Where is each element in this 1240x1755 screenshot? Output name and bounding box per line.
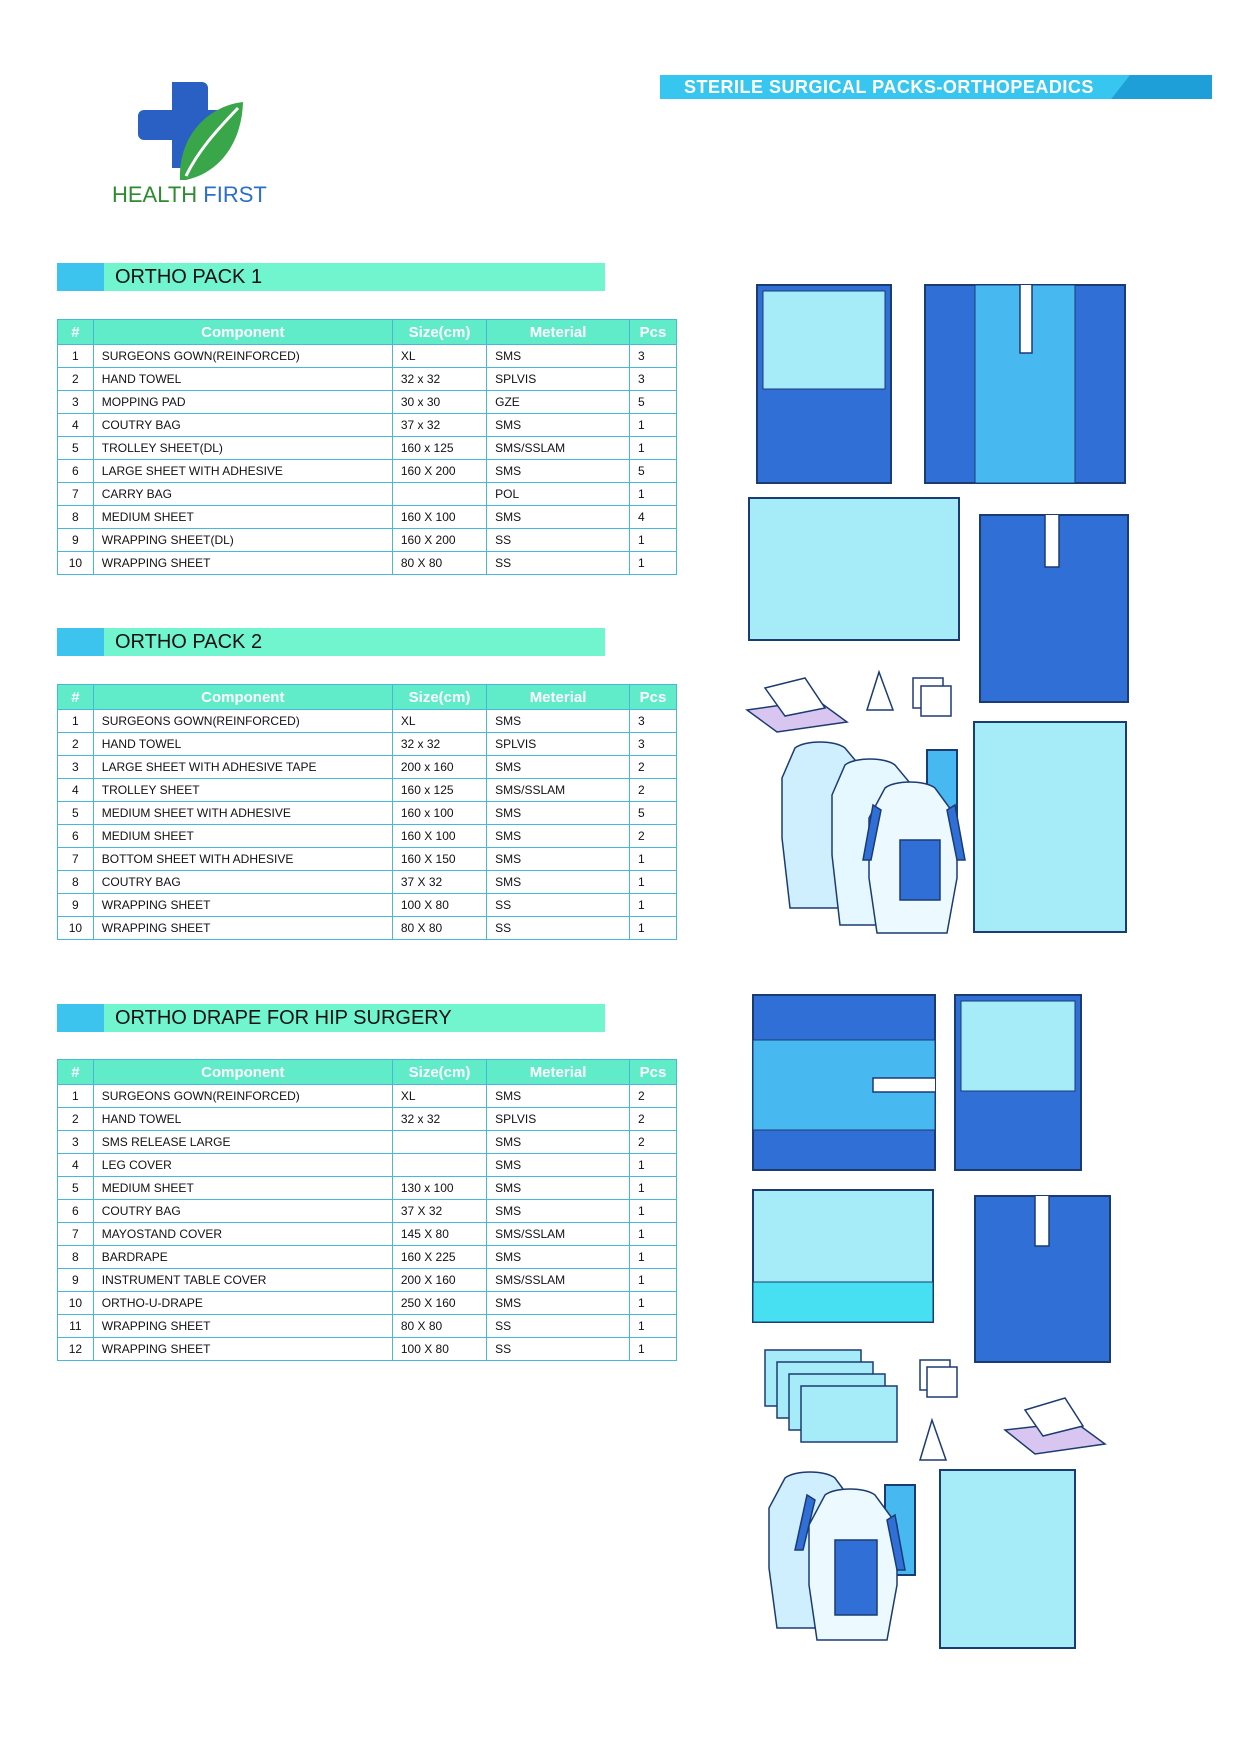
- table-row: 2 HAND TOWEL 32 x 32 SPLVIS 2: [58, 1108, 677, 1131]
- table-row: 3 LARGE SHEET WITH ADHESIVE TAPE 200 x 160 SMS 2: [58, 756, 677, 779]
- header-banner: [660, 75, 1212, 99]
- table-row: 6 COUTRY BAG 37 X 32 SMS 1: [58, 1200, 677, 1223]
- table-row: 3 SMS RELEASE LARGE SMS 2: [58, 1131, 677, 1154]
- table-row: 5 MEDIUM SHEET WITH ADHESIVE 160 x 100 SMS 5: [58, 802, 677, 825]
- table-row: 1 SURGEONS GOWN(REINFORCED) XL SMS 3: [58, 710, 677, 733]
- table-row: 7 BOTTOM SHEET WITH ADHESIVE 160 X 150 SMS 1: [58, 848, 677, 871]
- table-row: 9 WRAPPING SHEET 100 X 80 SS 1: [58, 894, 677, 917]
- table-row: 9 WRAPPING SHEET(DL) 160 X 200 SS 1: [58, 529, 677, 552]
- table-row: 10 WRAPPING SHEET 80 X 80 SS 1: [58, 552, 677, 575]
- table-row: 10 WRAPPING SHEET 80 X 80 SS 1: [58, 917, 677, 940]
- table-row: 6 LARGE SHEET WITH ADHESIVE 160 X 200 SMS 5: [58, 460, 677, 483]
- table-row: 4 COUTRY BAG 37 x 32 SMS 1: [58, 414, 677, 437]
- table-row: 7 MAYOSTAND COVER 145 X 80 SMS/SSLAM 1: [58, 1223, 677, 1246]
- section-title-bar: [57, 263, 605, 291]
- table-row: 3 MOPPING PAD 30 x 30 GZE 5: [58, 391, 677, 414]
- component-table: [57, 319, 677, 575]
- hip-drape-illustration: [735, 990, 1135, 1660]
- health-first-logo-icon: [138, 76, 253, 186]
- component-table: [57, 1059, 677, 1361]
- table-row: 10 ORTHO-U-DRAPE 250 X 160 SMS 1: [58, 1292, 677, 1315]
- table-row: 5 TROLLEY SHEET(DL) 160 x 125 SMS/SSLAM 1: [58, 437, 677, 460]
- table-row: 11 WRAPPING SHEET 80 X 80 SS 1: [58, 1315, 677, 1338]
- header-title: STERILE SURGICAL PACKS-ORTHOPEADICS: [684, 77, 1094, 97]
- table-row: 8 COUTRY BAG 37 X 32 SMS 1: [58, 871, 677, 894]
- table-row: 6 MEDIUM SHEET 160 X 100 SMS 2: [58, 825, 677, 848]
- section-title-bar: [57, 628, 605, 656]
- section-title-bar: [57, 1004, 605, 1032]
- logo-wordmark: HEALTH FIRST: [112, 182, 267, 207]
- component-table: [57, 684, 677, 940]
- section-title: ORTHO PACK 2: [115, 631, 263, 653]
- table-row: 4 LEG COVER SMS 1: [58, 1154, 677, 1177]
- table-row: 4 TROLLEY SHEET 160 x 125 SMS/SSLAM 2: [58, 779, 677, 802]
- table-row: 12 WRAPPING SHEET 100 X 80 SS 1: [58, 1338, 677, 1361]
- section-title: ORTHO PACK 1: [115, 266, 263, 288]
- table-row: 8 BARDRAPE 160 X 225 SMS 1: [58, 1246, 677, 1269]
- table-header-row: # Component Size(cm) Meterial Pcs: [58, 685, 677, 710]
- table-row: 1 SURGEONS GOWN(REINFORCED) XL SMS 2: [58, 1085, 677, 1108]
- table-row: 7 CARRY BAG POL 1: [58, 483, 677, 506]
- table-row: 5 MEDIUM SHEET 130 x 100 SMS 1: [58, 1177, 677, 1200]
- table-row: 1 SURGEONS GOWN(REINFORCED) XL SMS 3: [58, 345, 677, 368]
- table-header-row: # Component Size(cm) Meterial Pcs: [58, 1060, 677, 1085]
- table-row: 2 HAND TOWEL 32 x 32 SPLVIS 3: [58, 733, 677, 756]
- table-row: 2 HAND TOWEL 32 x 32 SPLVIS 3: [58, 368, 677, 391]
- table-header-row: # Component Size(cm) Meterial Pcs: [58, 320, 677, 345]
- ortho-pack-illustration: [735, 280, 1135, 940]
- section-title: ORTHO DRAPE FOR HIP SURGERY: [115, 1007, 452, 1029]
- table-row: 8 MEDIUM SHEET 160 X 100 SMS 4: [58, 506, 677, 529]
- table-row: 9 INSTRUMENT TABLE COVER 200 X 160 SMS/SSLAM 1: [58, 1269, 677, 1292]
